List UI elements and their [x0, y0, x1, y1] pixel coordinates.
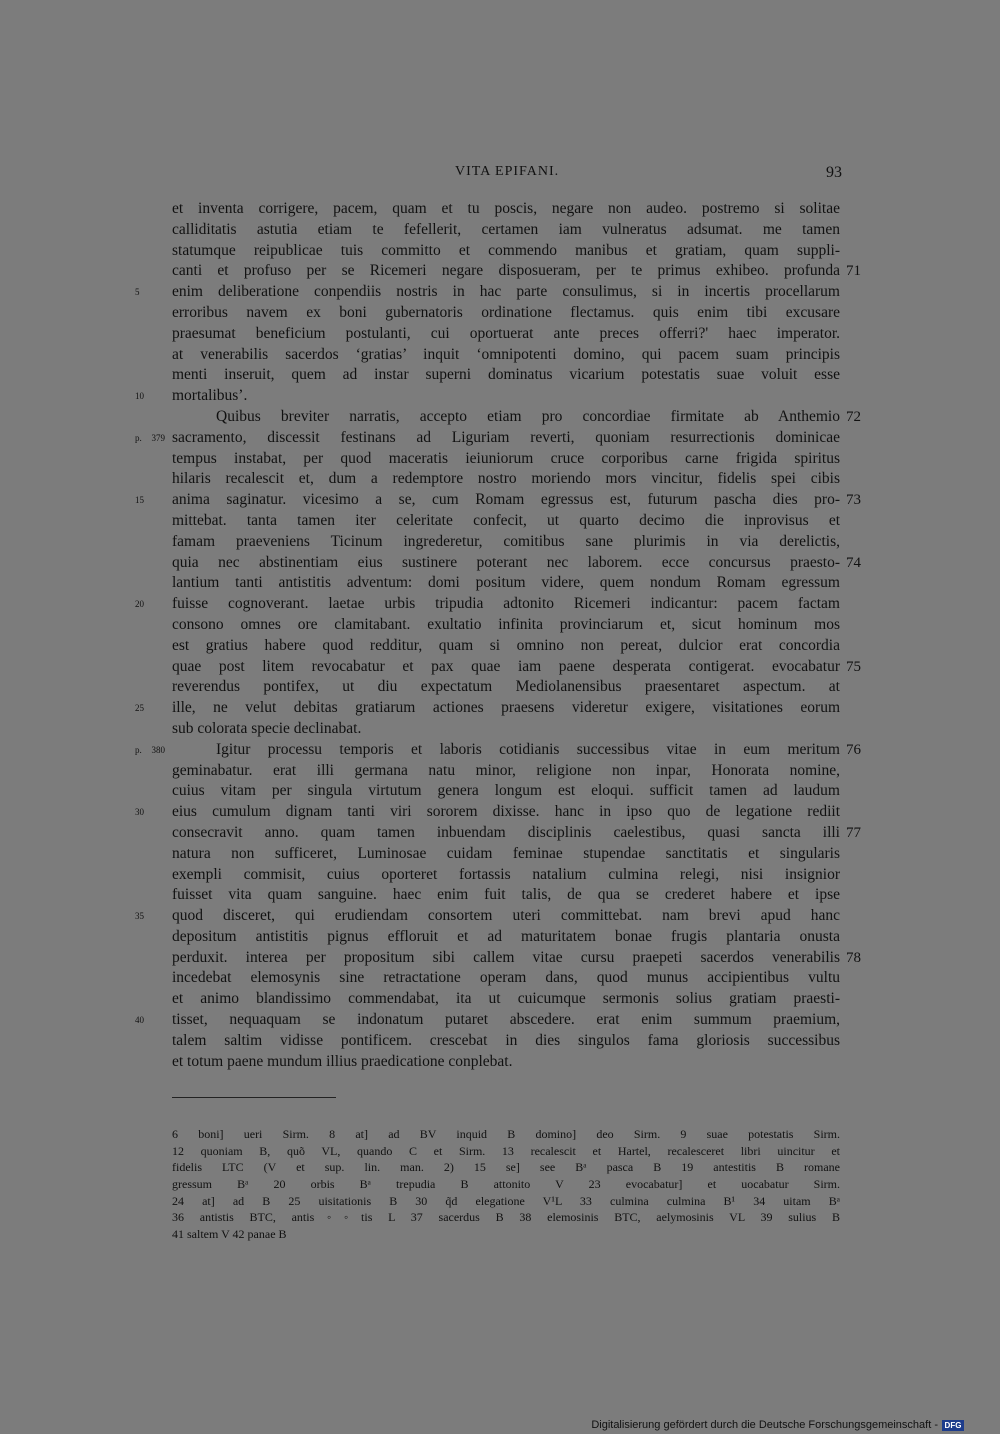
line-text: erroribus navem ex boni gubernatoris ordinatione flectamus. quis enim tibi excusare	[172, 303, 840, 321]
footnote-line: 24 at] ad B 25 uisitationis B 30 q̃d elegatione V¹L 33 culmina culmina B¹ 34 uitam Bᵃ	[172, 1193, 840, 1208]
text-line	[172, 345, 840, 366]
footnote-separator	[172, 1097, 336, 1098]
line-text: exempli commisit, cuius oporteret fortassis natalium culmina relegi, nisi insignior	[172, 865, 840, 883]
footnote-line: fidelis LTC (V et sup. lin. man. 2) 15 se] see Bᵃ pasca B 19 antestitis B romane	[172, 1160, 840, 1175]
line-text: statumque reipublicae tuis committo et commendo manibus et gratiam, quam suppli-	[172, 241, 840, 259]
footnote-line: 12 quoniam B, quõ VL, quando C et Sirm. 13 recalescit et Hartel, recalesceret libri uincitur et	[172, 1143, 840, 1158]
line-text: quia nec abstinentiam eius sustinere poterant nec laborem. ecce concursus praesto-	[172, 553, 840, 571]
line-text: perduxit. interea per propositum sibi callem vitae cursu praepeti sacerdos venerabilis	[172, 948, 840, 966]
text-line	[172, 365, 840, 386]
text-line	[172, 511, 840, 532]
line-text: consecravit anno. quam tamen inbuendam disciplinis caelestibus, quasi sancta illi	[172, 823, 840, 841]
text-line	[135, 698, 840, 719]
text-line	[135, 490, 861, 511]
text-line	[172, 948, 861, 969]
margin-line-number: 15	[135, 495, 144, 506]
text-line	[172, 324, 840, 345]
line-text: natura non sufficeret, Luminosae cuidam feminae stupendae sanctitatis et singularis	[172, 844, 840, 862]
text-line	[172, 449, 840, 470]
line-text: geminabatur. erat illi germana natu minor, religione non inpar, Honorata nomine,	[172, 761, 840, 779]
text-line	[172, 844, 840, 865]
line-text: depositum antistitis pignus effloruit et ad maturitatem bonae frugis plantaria onusta	[172, 927, 840, 945]
footnote-line: 36 antistis BTC, antis◦◦tis L 37 sacerdus B 38 elemosinis BTC, aelymosinis VL 39 sulius B	[172, 1210, 840, 1225]
line-text: calliditatis astutia etiam te fefellerit, certamen iam vulneratus adsumat. me tamen	[172, 220, 840, 238]
margin-line-number: p. 380	[135, 744, 165, 755]
text-line	[135, 740, 861, 761]
line-text: eius cumulum dignam tanti viri sororem dixisse. hanc in ipso quo de legatione rediit	[172, 803, 840, 821]
chapter-number: 73	[846, 492, 861, 509]
line-text: et animo blandissimo commendabat, ita ut cuicumque sermonis solius gratiam praesti-	[172, 990, 840, 1008]
text-line	[172, 927, 840, 948]
text-line	[135, 906, 840, 927]
footnote-line: gressum Bᵃ 20 orbis Bᵃ trepudia B attonito V 23 evocabatur] et uocabatur Sirm.	[172, 1177, 840, 1192]
text-line	[172, 719, 840, 740]
margin-line-number: 20	[135, 599, 144, 610]
line-text: mortalibus’.	[172, 387, 248, 405]
line-text: praesumat beneficium postulanti, cui oportuerat ante preces offerri?' haec imperator.	[172, 324, 840, 342]
text-line	[172, 885, 840, 906]
line-text: lantium tanti antistitis adventum: domi positum videre, quem nondum Romam egressum	[172, 574, 840, 592]
chapter-number: 76	[846, 741, 861, 758]
line-text: Quibus breviter narratis, accepto etiam pro concordiae firmitate ab Anthemio	[216, 407, 840, 425]
margin-line-number: 25	[135, 703, 144, 714]
line-text: et inventa corrigere, pacem, quam et tu poscis, negare non audeo. postremo si solitae	[172, 200, 840, 217]
line-text: fuisset vita quam sanguine. haec enim fuit talis, de qua se crederet habere et ipse	[172, 886, 840, 904]
text-line	[172, 553, 861, 574]
line-text: talem saltim vidisse pontificem. crescebat in dies singulos fama gloriosis successibus	[172, 1031, 840, 1049]
banner-text: Digitalisierung gefördert durch die Deutsche Forschungsgemeinschaft -	[591, 1419, 938, 1431]
text-line	[172, 241, 840, 262]
footnote-line: 6 boni] ueri Sirm. 8 at] ad BV inquid B domino] deo Sirm. 9 suae potestatis Sirm.	[172, 1127, 840, 1141]
line-text: tempus instabat, per quod maceratis ieiuniorum cruce corporibus carne frigida spiritus	[172, 449, 840, 467]
line-text: cuius vitam per singula virtutum genera longum est eloqui. sufficit tamen ad laudum	[172, 782, 840, 800]
line-text: tisset, nequaquam se indonatum putaret abscedere. erat enim summum praemium,	[172, 1011, 840, 1029]
chapter-number: 71	[846, 263, 861, 280]
text-line	[135, 386, 840, 407]
text-line	[172, 220, 840, 241]
line-text: quod disceret, qui erudiendam consortem uteri committebat. nam brevi apud hanc	[172, 907, 840, 925]
line-text: menti inseruit, quem ad instar superni dominatus vicarium potestatis suae voluit esse	[172, 366, 840, 384]
line-text: ille, ne velut debitas gratiarum actiones praesens videretur exigere, visitationes eorum	[172, 699, 840, 717]
line-text: anima saginatur. vicesimo a se, cum Romam egressus est, futurum pascha dies pro-	[172, 491, 840, 509]
margin-line-number: p. 379	[135, 432, 165, 443]
line-text: incedebat elemosynis sine retractatione operam dans, quod munus accipientibus vultu	[172, 969, 840, 987]
text-line	[172, 469, 840, 490]
margin-line-number: 35	[135, 911, 144, 922]
dfg-logo: DFG	[942, 1420, 964, 1431]
line-text: fuisse cognoverant. laetae urbis tripudia adtonito Ricemeri indicantur: pacem factam	[172, 595, 840, 613]
margin-line-number: 30	[135, 807, 144, 818]
running-title: VITA EPIFANI.	[455, 164, 560, 179]
margin-line-number: 5	[135, 287, 140, 298]
text-line	[172, 865, 840, 886]
line-text: mittebat. tanta tamen iter celeritate confecit, ut quarto decimo die inprovisus et	[172, 511, 840, 529]
text-line	[172, 615, 840, 636]
line-text: hilaris recalescit et, dum a redemptore nostro moriendo mors vincitur, fidelis spei cibis	[172, 470, 840, 488]
body-text	[135, 199, 861, 1072]
text-line	[172, 781, 840, 802]
text-line	[172, 677, 840, 698]
line-text: et totum paene mundum illius praedicatione conplebat.	[172, 1052, 513, 1070]
text-line	[172, 1052, 840, 1073]
footnote-line: 41 saltem V 42 panae B	[172, 1227, 287, 1242]
chapter-number: 78	[846, 949, 861, 966]
text-line	[135, 282, 840, 303]
text-line	[172, 573, 840, 594]
text-line	[135, 594, 840, 615]
margin-line-number: 10	[135, 391, 144, 402]
chapter-number: 77	[846, 824, 861, 841]
chapter-number: 75	[846, 658, 861, 675]
line-text: reverendus pontifex, ut diu expectatum Mediolanensibus praesentaret aspectum. at	[172, 678, 840, 696]
line-text: sacramento, discessit festinans ad Liguriam reverti, quoniam resurrectionis dominicae	[172, 428, 840, 446]
chapter-number: 74	[846, 554, 861, 571]
text-line	[135, 802, 840, 823]
text-line	[135, 428, 840, 449]
text-line	[172, 199, 840, 220]
text-line	[172, 636, 840, 657]
line-text: est gratius habere quod redditur, quam si omnino non pereat, dulcior erat concordia	[172, 636, 840, 654]
funding-banner	[591, 1419, 964, 1431]
line-text: consono omnes ore clamitabant. exultatio infinita provinciarum et, sicut hominum mos	[172, 615, 840, 633]
line-text: at venerabilis sacerdos ‘gratias’ inquit ‘omnipotenti domino, qui pacem suam principis	[172, 345, 840, 363]
text-line	[172, 761, 840, 782]
text-line	[172, 303, 840, 324]
text-line	[172, 532, 840, 553]
text-line	[172, 989, 840, 1010]
text-line	[172, 407, 861, 428]
text-line	[172, 968, 840, 989]
apparatus-footnotes	[172, 1126, 840, 1243]
line-text: enim deliberatione conpendiis nostris in hac parte consulimus, si in incertis procellarum	[172, 283, 840, 301]
margin-line-number: 40	[135, 1015, 144, 1026]
text-line	[172, 1031, 840, 1052]
chapter-number: 72	[846, 408, 861, 425]
page-number: 93	[826, 164, 842, 181]
text-line	[172, 261, 861, 282]
line-text: canti et profuso per se Ricemeri negare disposueram, per te primus exhibeo. profunda	[172, 262, 840, 280]
line-text: sub colorata specie declinabat.	[172, 719, 362, 737]
text-line	[172, 823, 861, 844]
text-line	[135, 1010, 840, 1031]
text-line	[172, 657, 861, 678]
line-text: Igitur processu temporis et laboris cotidianis successibus vitae in eum meritum	[216, 740, 840, 758]
line-text: famam praeveniens Ticinum ingrederetur, comitibus sane plurimis in via derelictis,	[172, 532, 840, 550]
line-text: quae post litem revocabatur et pax quae iam paene desperata contigerat. evocabatur	[172, 657, 840, 675]
